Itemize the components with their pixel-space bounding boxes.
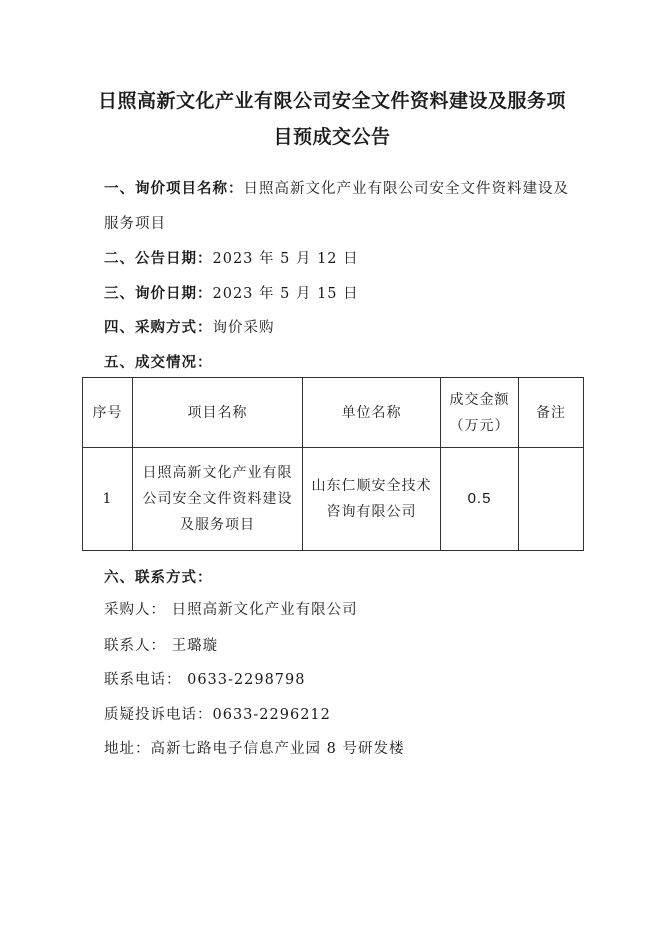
section-procurement-method xyxy=(104,316,275,337)
section-deal-status xyxy=(104,351,213,372)
cell-project-line2: 公司安全文件资料建设 xyxy=(142,491,293,507)
section-project-name-label: 一、询价项目名称： xyxy=(104,181,244,197)
header-unit: 单位名称 xyxy=(303,378,441,448)
cell-unit-line1: 山东仁顺安全技术 xyxy=(311,478,432,494)
header-amount xyxy=(441,378,519,448)
header-amount-line1: 成交金额 xyxy=(449,391,510,408)
notice-title-line1: 日照高新文化产业有限公司安全文件资料建设及服务项 xyxy=(97,90,566,112)
section-procurement-method-label: 四、采购方式： xyxy=(104,320,213,336)
table-header-row xyxy=(83,378,584,448)
notice-title-line2: 目预成交公告 xyxy=(273,126,391,148)
contact-person: 联系人： 王璐璇 xyxy=(104,638,219,654)
contact-address: 地址：高新七路电子信息产业园 8 号研发楼 xyxy=(104,741,405,757)
header-seq: 序号 xyxy=(83,378,133,448)
contact-complaint-phone: 质疑投诉电话：0633-2296212 xyxy=(104,707,331,723)
header-remark: 备注 xyxy=(519,378,584,448)
deal-table xyxy=(82,377,584,551)
table-row xyxy=(83,448,584,551)
cell-seq: 1 xyxy=(83,448,133,551)
section-contact-label: 六、联系方式： xyxy=(104,570,213,586)
contact-phone: 联系电话： 0633-2298798 xyxy=(104,672,306,688)
cell-unit xyxy=(303,448,441,551)
header-project: 项目名称 xyxy=(133,378,303,448)
contact-buyer: 采购人： 日照高新文化产业有限公司 xyxy=(104,602,358,618)
section-inquiry-date-value: 2023 年 5 月 15 日 xyxy=(212,286,359,302)
cell-remark xyxy=(519,448,584,551)
section-announcement-date xyxy=(104,247,359,268)
cell-project-line1: 日照高新文化产业有限 xyxy=(142,465,293,481)
header-amount-line2: （万元） xyxy=(449,417,510,434)
cell-amount: 0.5 xyxy=(441,448,519,551)
section-project-name-continued: 服务项目 xyxy=(104,216,166,232)
section-project-name-value: 日照高新文化产业有限公司安全文件资料建设及 xyxy=(243,181,569,197)
section-announcement-date-value: 2023 年 5 月 12 日 xyxy=(212,251,359,267)
section-inquiry-date xyxy=(104,282,359,303)
cell-project xyxy=(133,448,303,551)
section-procurement-method-value: 询价采购 xyxy=(212,320,275,336)
section-project-name xyxy=(104,177,569,198)
section-deal-status-label: 五、成交情况： xyxy=(104,355,213,371)
section-announcement-date-label: 二、公告日期： xyxy=(104,251,213,267)
cell-project-line3: 及服务项目 xyxy=(180,517,255,533)
section-contact xyxy=(104,566,213,587)
section-inquiry-date-label: 三、询价日期： xyxy=(104,286,213,302)
cell-unit-line2: 咨询有限公司 xyxy=(326,504,417,520)
